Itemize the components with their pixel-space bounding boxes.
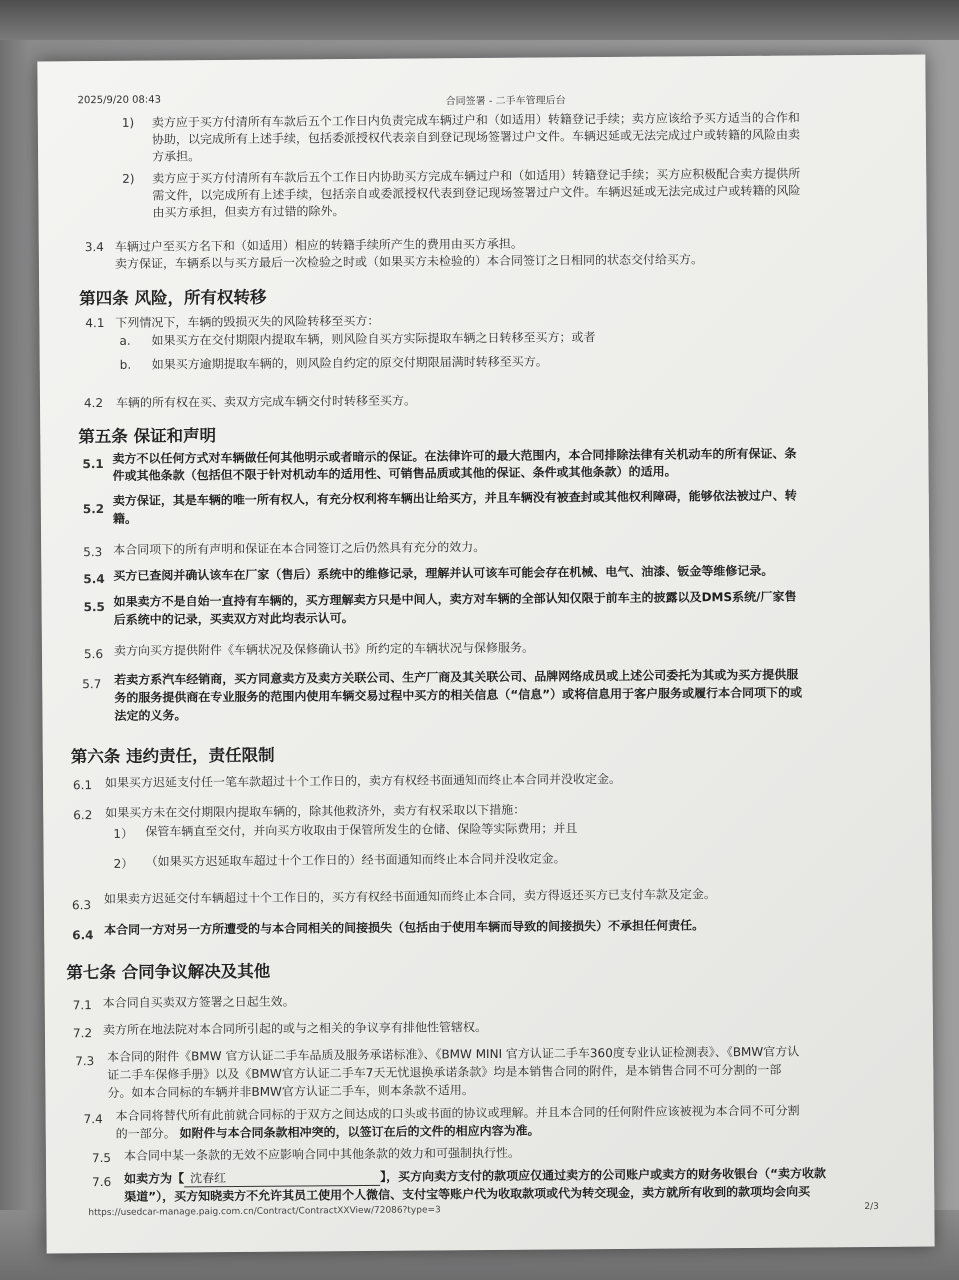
- clause-line: 卖方所在地法院对本合同所引起的或与之相关的争议享有排他性管辖权。: [102, 1020, 488, 1038]
- clause-number: 5.6: [83, 647, 104, 662]
- clause-line: 买方已查阅并确认该车在厂家（售后）系统中的维修记录，理解并认可该车可能会存在机械、电气、油漆、钣金等维修记录。: [113, 563, 774, 583]
- clause-number: 7.2: [72, 1026, 93, 1041]
- clause-line: 卖方保证，其是车辆的唯一所有权人，有充分权利将车辆出让给买方，并且车辆没有被查封或其他权利障碍，能够依法被过户、转: [112, 488, 797, 508]
- clause-line: （如果买方迟延取车超过十个工作日的）经书面通知而终止本合同并没收定金。: [145, 851, 566, 869]
- article-heading: 第五条 保证和声明: [78, 426, 217, 447]
- clause-text-bold: 如卖方为【: [124, 1171, 185, 1186]
- clause-line: 证二手车保修手册》以及《BMW官方认证二手车7天无忧退换承诺条款》均是本销售合同的附件，是本销售合同不可分割的一部: [107, 1062, 782, 1082]
- clause-number: 5.4: [83, 571, 105, 587]
- item-number: a.: [119, 333, 131, 348]
- clause-number: 5.1: [82, 456, 104, 472]
- clause-number: 4.2: [83, 395, 104, 411]
- clause-line: 如果买方在交付期限内提取车辆，则风险自买方实际提取车辆之日转移至买方；或者: [151, 330, 596, 348]
- item-number: 2): [122, 171, 135, 186]
- clause-number: 5.2: [82, 501, 105, 517]
- clause-line: 保管车辆直至交付，并向买方收取由于保管所发生的仓储、保险等实际费用；并且: [145, 821, 578, 839]
- clause-text-bold: 如附件与本合同条款相冲突的，以签订在后的文件的相应内容为准。: [179, 1123, 540, 1141]
- clause-number: 7.4: [83, 1112, 103, 1127]
- background-top: [0, 0, 959, 40]
- clause-number: 6.4: [72, 928, 94, 943]
- article-heading: 第七条 合同争议解决及其他: [66, 961, 271, 983]
- clause-line: 车辆过户至买方名下和（如适用）相应的转籍手续所产生的费用由买方承担。: [114, 236, 523, 254]
- article-heading: 第四条 风险，所有权转移: [79, 287, 267, 309]
- clause-line: [116, 1123, 540, 1142]
- clause-line: 本合同项下的所有声明和保证在本合同签订之后仍然具有充分的效力。: [113, 540, 486, 557]
- clause-line: 本合同的附件《BMW 官方认证二手车品质及服务承诺标准》、《BMW MINI 官方认证二手车360度专业认证检测表》、《BMW官方认: [107, 1044, 800, 1064]
- clause-line: 如果卖方不是自始一直持有车辆的，买方理解卖方只是中间人，卖方对车辆的全部认知仅限于前车主的披露以及DMS系统/厂家售: [113, 589, 797, 609]
- clause-number: 5.3: [83, 545, 103, 560]
- clause-number: 4.1: [85, 315, 105, 331]
- clause-number: 7.6: [92, 1174, 112, 1190]
- item-number: 1）: [113, 826, 134, 841]
- item-number: 1): [121, 115, 135, 130]
- clause-line: 若卖方系汽车经销商，买方同意卖方及卖方关联公司、生产厂商及其关联公司、品牌网络成员或上述公司委托为其或为买方提供服: [114, 667, 799, 687]
- clause-line: 如果买方迟延支付任一笔车款超过十个工作日的，卖方有权经书面通知而终止本合同并没收定金。: [104, 771, 622, 790]
- clause-number: 5.5: [83, 599, 105, 615]
- clause-line: 件或其他条款（包括但不限于针对机动车的适用性、可销售品质或其他的保证、条件或其他条款）的适用。: [112, 464, 677, 483]
- clause-line: 如果卖方迟延交付车辆超过十个工作日的，买方有权经书面通知而终止本合同，卖方得返还买方已支付车款及定金。: [103, 887, 716, 907]
- clause-line: 下列情况下，车辆的毁损灭失的风险转移至买方：: [115, 313, 380, 330]
- clause-number: 7.3: [75, 1054, 95, 1069]
- clause-number: 6.1: [72, 778, 93, 793]
- item-number: b.: [119, 357, 132, 372]
- clause-line: 方承担。: [152, 149, 201, 164]
- clause-text-bold: 】，买方向卖方支付的款项应仅通过卖方的公司账户或卖方的财务收银台（“卖方收款: [380, 1166, 827, 1184]
- clause-line: 渠道”），买方知晓卖方不允许其员工使用个人微信、支付宝等账户代为收取款项或代为转交现金，卖方就所有收到的款项均会向买: [124, 1184, 811, 1204]
- clause-line: 如果买方未在交付期限内提取车辆的，除其他救济外，卖方有权采取以下措施：: [105, 802, 526, 820]
- clause-line: 卖方应于买方付清所有车款后五个工作日内负责完成车辆过户和（如适用）转籍登记手续；卖方应该给予买方适当的合作和: [151, 110, 800, 130]
- clause-number: 6.3: [71, 898, 92, 913]
- page-url: https://usedcar-manage.paig.com.cn/Contract/ContractXXView/72086?type=3: [88, 1205, 441, 1219]
- clause-line: 由买方承担，但卖方有过错的除外。: [152, 204, 345, 220]
- clause-line: 卖方向买方提供附件《车辆状况及保修确认书》所约定的车辆状况与保修服务。: [113, 640, 535, 658]
- item-number: 2）: [113, 856, 134, 871]
- clause-line: 卖方不以任何方式对车辆做任何其他明示或者暗示的保证。在法律许可的最大范围内，本合同排除法律有关机动车的所有保证、条: [112, 446, 797, 466]
- clause-line: 务的服务提供商在专业服务的范围内使用车辆交易过程中买方的相关信息（“信息”）或将信息用于客户服务或履行本合同项下的或: [114, 685, 803, 705]
- clause-number: 6.2: [73, 808, 93, 823]
- clause-line: 需文件，以完成所有上述手续，包括亲自或委派授权代表到登记现场签署过户文件。车辆迟延或无法完成过户或转籍的风险: [152, 183, 801, 203]
- clause-line: 卖方保证，车辆系以与买方最后一次检验之时或（如果买方未检验的）本合同签订之日相同的状态交付给买方。: [114, 252, 703, 271]
- clause-number: 7.5: [91, 1150, 112, 1166]
- clause-line: 籍。: [112, 511, 137, 526]
- clause-line: 本合同一方对另一方所遭受的与本合同相关的间接损失（包括由于使用车辆而导致的间接损失）不承担任何责任。: [104, 918, 705, 938]
- contract-page: [37, 55, 934, 1254]
- clause-text: 的一部分。: [115, 1126, 176, 1141]
- clause-line: 分。如本合同标的车辆并非BMW官方认证二手车，则本条款不适用。: [107, 1083, 474, 1100]
- clause-number: 7.1: [72, 998, 92, 1013]
- print-date: 2025/9/20 08:43: [77, 94, 161, 107]
- page-number: 2/3: [864, 1201, 879, 1213]
- clause-line: 本合同自买卖双方签署之日起生效。: [102, 994, 295, 1011]
- article-heading: 第六条 违约责任，责任限制: [70, 745, 275, 767]
- clause-line: 车辆的所有权在买、卖双方完成车辆交付时转移至买方。: [115, 393, 417, 410]
- print-title: 合同签署 - 二手车管理后台: [445, 95, 566, 108]
- seller-name-field: 沈春红: [184, 1169, 380, 1188]
- clause-line: 卖方应于买方付清所有车款后五个工作日内协助买方完成车辆过户和（如适用）转籍登记手续；买方应积极配合卖方提供所: [152, 166, 801, 186]
- clause-number: 5.7: [82, 677, 102, 692]
- clause-line: 如果买方逾期提取车辆的，则风险自约定的原交付期限届满时转移至买方。: [151, 354, 548, 372]
- clause-line: 本合同将替代所有此前就合同标的于双方之间达成的口头或书面的协议或理解。并且本合同的任何附件应该被视为本合同不可分割: [115, 1103, 800, 1123]
- clause-line: 协助，以完成所有上述手续，包括委派授权代表亲自到登记现场签署过户文件。车辆迟延或无法完成过户或转籍的风险由卖: [151, 127, 801, 147]
- clause-line: 后系统中的记录，买卖双方对此均表示认可。: [113, 611, 354, 627]
- clause-number: 3.4: [84, 239, 104, 255]
- clause-line: 本合同中某一条款的无效不应影响合同中其他条款的效力和可强制执行性。: [123, 1145, 520, 1163]
- clause-line: 法定的义务。: [114, 708, 187, 723]
